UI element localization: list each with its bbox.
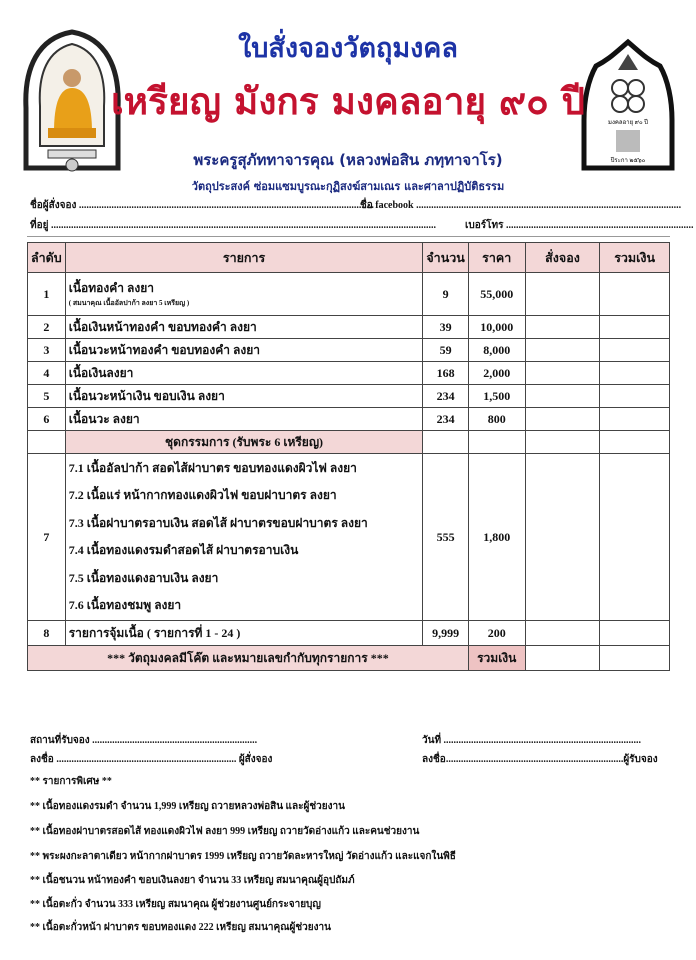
- grand-total-order[interactable]: [525, 646, 600, 671]
- set-item: 7.1 เนื้ออัลปาก้า สอดไส้ฝาบาตร ขอบทองแดงผิวไฟ ลงยา: [68, 460, 357, 475]
- row-item: เนื้อนวะ ลงยา: [65, 408, 423, 431]
- total-cell[interactable]: [600, 362, 670, 385]
- table-row: [28, 408, 670, 431]
- facebook-label: ชื่อ facebook: [360, 200, 414, 211]
- row-no: 3: [28, 339, 66, 362]
- monk-name: พระครูสุภัททาจารคุณ (หลวงพ่อสิน ภทฺทาจาโร): [193, 151, 503, 169]
- special-item: ** เนื้อชนวน หน้าทองคำ ขอบเงินลงยา จำนวน 33 เหรียญ สมนาคุณผู้อุปถัมภ์: [30, 875, 355, 886]
- empty-cell: [468, 431, 525, 454]
- table-header: [28, 243, 670, 273]
- total-cell[interactable]: [600, 385, 670, 408]
- row-no: 7: [28, 454, 66, 621]
- col-qty: จำนวน: [423, 243, 468, 273]
- row-no: 6: [28, 408, 66, 431]
- row-item: เนื้อนวะหน้าทองคำ ขอบทองคำ ลงยา: [65, 339, 423, 362]
- receiver-label: ผู้รับจอง: [623, 754, 658, 765]
- row-price: 200: [468, 621, 525, 646]
- row-no: 1: [28, 273, 66, 316]
- row-price: 8,000: [468, 339, 525, 362]
- name-label: ชื่อผู้สั่งจอง: [30, 200, 77, 211]
- col-price: ราคา: [468, 243, 525, 273]
- col-total: รวมเงิน: [600, 243, 670, 273]
- special-item: ** พระผงกะลาตาเดียว หน้ากากฝาบาตร 1999 เหรียญ ถวายวัดละหารใหญ่ วัดอ่างแก้ว และแจกในพิธี: [30, 851, 456, 862]
- special-item: ** เนื้อทองฝาบาตรสอดไส้ ทองแดงผิวไฟ ลงยา 999 เหรียญ ถวายวัดอ่างแก้ว และคนช่วยงาน: [30, 826, 420, 837]
- footer-row: [28, 646, 670, 671]
- seal-text-bottom: ปีระกา ๒๕๖๐: [610, 158, 646, 164]
- set-item: 7.6 เนื้อทองชมพู ลงยา: [68, 598, 182, 612]
- empty-cell: [28, 431, 66, 454]
- address-field[interactable]: ที่อยู่ ..........................................................................................................................................................: [30, 220, 436, 231]
- row-qty: 59: [423, 339, 468, 362]
- seal-text-top: มงคลอายุ ๙๐ ปี: [608, 120, 648, 126]
- row-price: 800: [468, 408, 525, 431]
- item-note: ( สมนาคุณ เนื้ออัลปาก้า ลงยา 5 เหรียญ ): [68, 299, 190, 307]
- total-cell[interactable]: [600, 273, 670, 316]
- order-table: [27, 242, 670, 671]
- date-field[interactable]: วันที่ ...............................................................................: [422, 735, 642, 746]
- phone-field[interactable]: เบอร์โทร ...........................................................................: [465, 220, 694, 231]
- row-price: 10,000: [468, 316, 525, 339]
- row-item: รายการจุ้มเนื้อ ( รายการที่ 1 - 24 ): [65, 621, 423, 646]
- orderer-sign-field[interactable]: ลงชื่อ ........................................................................ ผู้สั่งจอง: [30, 754, 273, 765]
- col-item: รายการ: [65, 243, 423, 273]
- order-input[interactable]: [525, 431, 600, 454]
- row-price: 2,000: [468, 362, 525, 385]
- place-label: สถานที่รับจอง: [30, 735, 90, 746]
- form-title: ใบสั่งจองวัตถุมงคล: [238, 33, 458, 64]
- order-input[interactable]: [525, 362, 600, 385]
- divider: [27, 236, 670, 237]
- purpose-text: วัตถุประสงค์ ซ่อมแซมบูรณะกุฏิสงฆ์สามเณร และศาลาปฏิบัติธรรม: [191, 180, 505, 193]
- row-qty: 39: [423, 316, 468, 339]
- special-item: ** เนื้อตะกั่วหน้า ฝาบาตร ขอบทองแดง 222 เหรียญ สมนาคุณผู้ช่วยงาน: [30, 922, 331, 933]
- table-row: [28, 362, 670, 385]
- table-row: [28, 385, 670, 408]
- place-field[interactable]: สถานที่รับจอง ..................................................................: [30, 735, 258, 746]
- total-cell[interactable]: [600, 454, 670, 621]
- row-no: 2: [28, 316, 66, 339]
- row-item: [65, 273, 423, 316]
- order-input[interactable]: [525, 454, 600, 621]
- facebook-field[interactable]: ชื่อ facebook ..........................................................................................................: [360, 200, 682, 211]
- order-input[interactable]: [525, 273, 600, 316]
- row-item: เนื้อนวะหน้าเงิน ขอบเงิน ลงยา: [65, 385, 423, 408]
- row-qty: 9,999: [423, 621, 468, 646]
- total-cell[interactable]: [600, 339, 670, 362]
- col-no: ลำดับ: [28, 243, 66, 273]
- row-qty: 234: [423, 385, 468, 408]
- total-cell[interactable]: [600, 316, 670, 339]
- orderer-label: ผู้สั่งจอง: [238, 754, 273, 765]
- order-input[interactable]: [525, 621, 600, 646]
- phone-label: เบอร์โทร: [465, 220, 504, 231]
- set-items: [65, 454, 423, 621]
- grand-total[interactable]: [600, 646, 670, 671]
- order-input[interactable]: [525, 408, 600, 431]
- medal-headline: เหรียญ มังกร มงคลอายุ ๙๐ ปี: [110, 80, 586, 123]
- row-qty: 234: [423, 408, 468, 431]
- table-row: [28, 316, 670, 339]
- row-price: 1,800: [468, 454, 525, 621]
- row-item: เนื้อเงินหน้าทองคำ ขอบทองคำ ลงยา: [65, 316, 423, 339]
- address-label: ที่อยู่: [30, 220, 49, 231]
- footer-note: *** วัตถุมงคลมีโค๊ต และหมายเลขกำกับทุกรายการ ***: [28, 646, 469, 671]
- set-item: 7.3 เนื้อฝาบาตรอาบเงิน สอดไส้ ฝาบาตรขอบฝาบาตร ลงยา: [68, 515, 368, 530]
- special-item: ** เนื้อตะกั่ว จำนวน 333 เหรียญ สมนาคุณ ผู้ช่วยงานศูนย์กระจายบุญ: [30, 899, 321, 910]
- row-qty: 555: [423, 454, 468, 621]
- item-name: เนื้อทองคำ ลงยา: [68, 281, 154, 295]
- special-title: ** รายการพิเศษ **: [30, 776, 112, 787]
- table-row: [28, 339, 670, 362]
- total-cell[interactable]: [600, 621, 670, 646]
- table-row: [28, 454, 670, 621]
- row-price: 55,000: [468, 273, 525, 316]
- row-price: 1,500: [468, 385, 525, 408]
- row-no: 8: [28, 621, 66, 646]
- row-qty: 168: [423, 362, 468, 385]
- order-input[interactable]: [525, 339, 600, 362]
- row-qty: 9: [423, 273, 468, 316]
- set-item: 7.2 เนื้อแร่ หน้ากากทองแดงผิวไฟ ขอบฝาบาตร ลงยา: [68, 488, 337, 502]
- sign-label: ลงชื่อ: [30, 754, 54, 765]
- table-row: [28, 273, 670, 316]
- order-input[interactable]: [525, 316, 600, 339]
- set-item: 7.5 เนื้อทองแดงอาบเงิน ลงยา: [68, 570, 219, 585]
- row-item: เนื้อเงินลงยา: [65, 362, 423, 385]
- col-order: สั่งจอง: [525, 243, 600, 273]
- set-item: 7.4 เนื้อทองแดงรมดำสอดไส้ ฝาบาตรอาบเงิน: [68, 543, 299, 557]
- total-cell[interactable]: [600, 431, 670, 454]
- date-label: วันที่: [422, 735, 442, 746]
- name-field[interactable]: ชื่อผู้สั่งจอง ......................................................................................................................: [30, 200, 374, 211]
- set-title: ชุดกรรมการ (รับพระ 6 เหรียญ): [65, 431, 423, 454]
- table-row: [28, 621, 670, 646]
- special-item: ** เนื้อทองแดงรมดำ จำนวน 1,999 เหรียญ ถวายหลวงพ่อสิน และผู้ช่วยงาน: [30, 801, 345, 812]
- total-label: รวมเงิน: [468, 646, 525, 671]
- total-cell[interactable]: [600, 408, 670, 431]
- row-no: 4: [28, 362, 66, 385]
- order-input[interactable]: [525, 385, 600, 408]
- set-header-row: [28, 431, 670, 454]
- receiver-sign-field[interactable]: ลงชื่อ.......................................................................ผู้รับจอง: [422, 754, 658, 765]
- row-no: 5: [28, 385, 66, 408]
- sign-label: ลงชื่อ: [422, 754, 446, 765]
- empty-cell: [423, 431, 468, 454]
